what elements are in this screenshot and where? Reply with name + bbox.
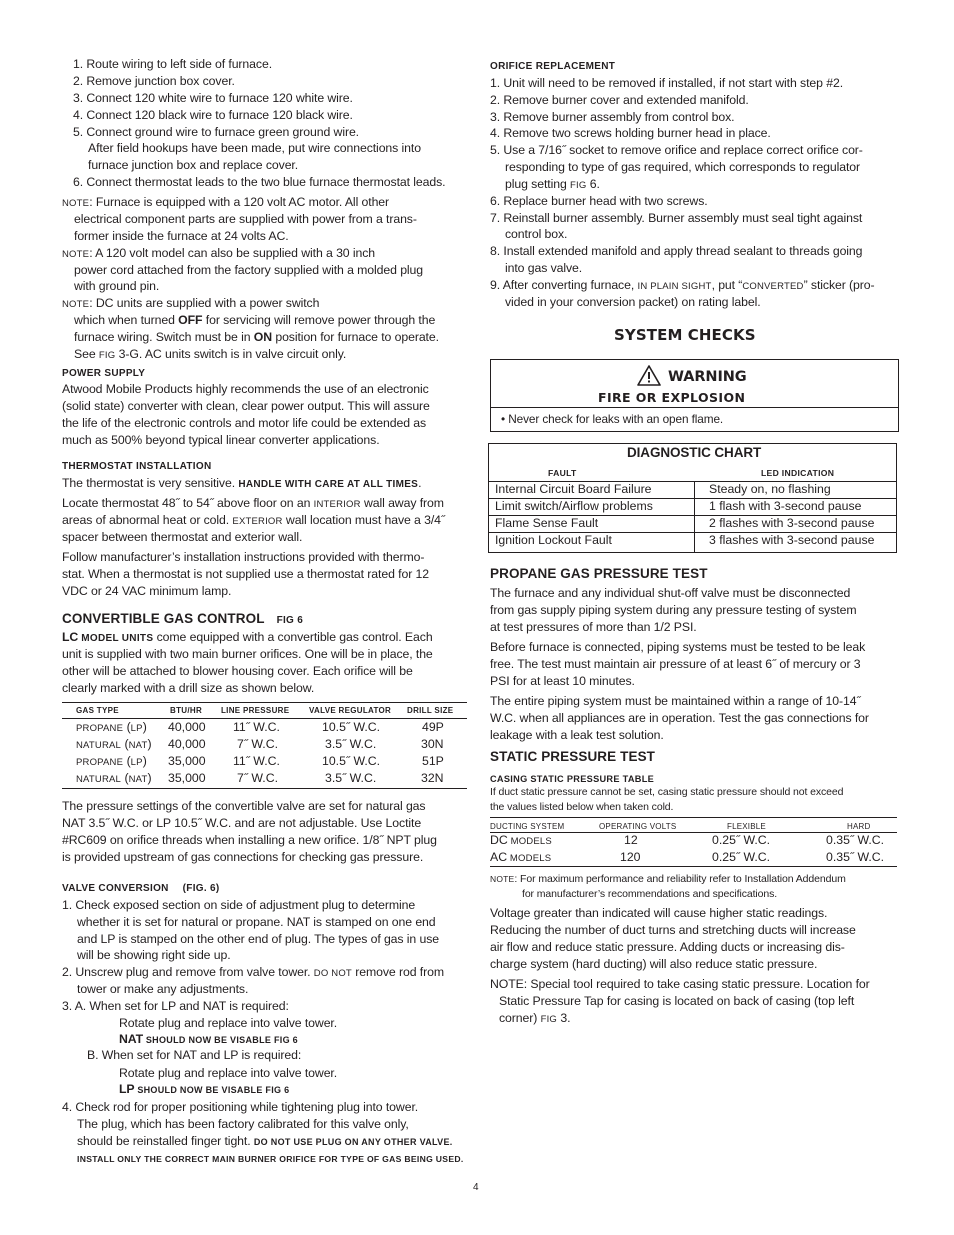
line-pressure-cell: 11˝ W.C. [233, 754, 280, 768]
valve-step: will be showing right side up. [77, 948, 231, 962]
casing-table-heading: CASING STATIC PRESSURE TABLE [490, 774, 655, 784]
valve-step: 2. Unscrew plug and remove from valve tower. DO NOT remove rod from [62, 965, 444, 979]
pressure-settings-text: is provided upstream of gas connections for checking gas pressure. [62, 850, 424, 864]
wiring-step: 5. Connect ground wire to furnace green ground wire. [73, 125, 359, 139]
orifice-step: 2. Remove burner cover and extended manifold. [490, 93, 749, 107]
ducting-cell: DC MODELS [490, 833, 552, 847]
warning-divider [491, 407, 898, 408]
note-text: electrical component parts are supplied with power from a trans- [74, 212, 417, 226]
ducting-cell: AC MODELS [490, 850, 552, 864]
warning-title: WARNING [668, 369, 747, 385]
static-test-heading: STATIC PRESSURE TEST [490, 749, 656, 764]
diagnostic-chart [488, 443, 897, 553]
table-header: LINE PRESSURE [221, 706, 290, 715]
warning-text: • Never check for leaks with an open flame. [501, 412, 724, 426]
valve-step: and LP is stamped on the other end of plug. The types of gas in use [77, 932, 440, 946]
valve-step: Rotate plug and replace into valve tower. [119, 1016, 338, 1030]
table-header: DRILL SIZE [407, 706, 454, 715]
wiring-step: 2. Remove junction box cover. [73, 74, 235, 88]
valve-step: 3. A. When set for LP and NAT is required: [62, 999, 289, 1013]
orifice-heading: ORIFICE REPLACEMENT [490, 61, 616, 72]
regulator-cell: 3.5˝ W.C. [325, 771, 377, 785]
special-tool-note: NOTE: Special tool required to take casing static pressure. Location for [490, 977, 870, 991]
thermostat-heading: THERMOSTAT INSTALLATION [62, 461, 212, 472]
thermostat-text: The thermostat is very sensitive. HANDLE WITH CARE AT ALL TIMES. [62, 476, 422, 490]
page-number: 4 [473, 1182, 479, 1193]
wiring-step: 6. Connect thermostat leads to the two blue furnace thermostat leads. [73, 175, 446, 189]
convertible-gas-control-heading: CONVERTIBLE GAS CONTROL FIG 6 [62, 611, 304, 626]
wiring-step: 4. Connect 120 black wire to furnace 120 black wire. [73, 108, 353, 122]
warning-subtitle: FIRE OR EXPLOSION [598, 390, 746, 405]
diagnostic-led-cell: 2 flashes with 3-second pause [709, 516, 875, 530]
note-120v-model: NOTE: A 120 volt model can also be supplied with a 30 inch [62, 246, 376, 260]
pressure-settings-text: NAT 3.5˝ W.C. or LP 10.5˝ W.C. and are not adjustable. Use Loctite [62, 816, 422, 830]
propane-test-text: leakage with a leak test solution. [490, 728, 664, 742]
orifice-step: 3. Remove burner assembly from control box. [490, 110, 735, 124]
diagnostic-fault-cell: Flame Sense Fault [495, 516, 599, 530]
note-text: See FIG 3-G. AC units switch is in valve circuit only. [74, 347, 347, 361]
orifice-step: responding to type of gas required, which corresponds to regulator [505, 160, 861, 174]
propane-test-text: PSI for at least 10 minutes. [490, 674, 635, 688]
system-checks-heading: SYSTEM CHECKS [614, 326, 756, 344]
propane-test-text: The entire piping system must be maintained within a range of 10-14˝ [490, 694, 861, 708]
volts-cell: 12 [624, 833, 638, 847]
thermostat-text: stat. When a thermostat is not supplied use a thermostat rated for 12 [62, 567, 429, 581]
valve-conversion-heading: VALVE CONVERSION (FIG. 6) [62, 883, 220, 894]
note-text: former inside the furnace at 24 volts AC. [74, 229, 289, 243]
propane-test-text: Before furnace is connected, piping systems must be tested to be leak [490, 640, 866, 654]
btu-cell: 40,000 [168, 720, 206, 734]
valve-step: INSTALL ONLY THE CORRECT MAIN BURNER ORIFICE FOR TYPE OF GAS BEING USED. [77, 1154, 464, 1164]
gas-type-cell: NATURAL (NAT) [76, 737, 152, 751]
note-text: power cord attached from the factory supplied with a molded plug [74, 263, 424, 277]
orifice-step: control box. [505, 227, 568, 241]
convertible-text: unit is supplied with two main burner orifices. One will be in place, the [62, 647, 433, 661]
special-tool-note: Static Pressure Tap for casing is located on back of casing (top left [499, 994, 855, 1008]
valve-step: The plug, which has been factory calibrated for this valve only, [77, 1117, 409, 1131]
gas-type-cell: NATURAL (NAT) [76, 771, 152, 785]
thermostat-text: Follow manufacturer’s installation instructions provided with thermo- [62, 550, 425, 564]
convertible-text: clearly marked with a drill size as shown below. [62, 681, 315, 695]
hard-cell: 0.35˝ W.C. [826, 833, 885, 847]
voltage-text: charge system (hard ducting) will also reduce static pressure. [490, 957, 818, 971]
table-rule [62, 702, 467, 703]
orifice-step: 7. Reinstall burner assembly. Burner assembly must seal tight against [490, 211, 863, 225]
orifice-step: into gas valve. [505, 261, 583, 275]
line-pressure-cell: 11˝ W.C. [233, 720, 280, 734]
flexible-cell: 0.25˝ W.C. [712, 833, 771, 847]
table-header: GAS TYPE [76, 706, 119, 715]
diagnostic-led-cell: 3 flashes with 3-second pause [709, 533, 875, 547]
table-rule [62, 718, 467, 719]
power-supply-heading: POWER SUPPLY [62, 368, 146, 379]
valve-step: tower or make any adjustments. [77, 982, 249, 996]
diagnostic-title: DIAGNOSTIC CHART [627, 445, 762, 460]
valve-step: should be reinstalled finger tight. DO NOT USE PLUG ON ANY OTHER VALVE. [77, 1134, 453, 1148]
static-note: for manufacturer’s recommendations and specifications. [522, 888, 778, 900]
warning-triangle-icon [637, 365, 661, 386]
note-text: furnace wiring. Switch must be in ON position for furnace to operate. [74, 330, 439, 344]
wiring-step: furnace junction box and replace cover. [88, 158, 299, 172]
valve-step-note: LP SHOULD NOW BE VISABLE FIG 6 [119, 1082, 290, 1096]
power-supply-text: Atwood Mobile Products highly recommends the use of an electronic [62, 382, 429, 396]
line-pressure-cell: 7˝ W.C. [237, 737, 278, 751]
btu-cell: 40,000 [168, 737, 206, 751]
wiring-step: 3. Connect 120 white wire to furnace 120 white wire. [73, 91, 353, 105]
table-header: DUCTING SYSTEM [490, 822, 565, 831]
line-pressure-cell: 7˝ W.C. [237, 771, 278, 785]
power-supply-text: much as 500% beyond typical linear converter applications. [62, 433, 380, 447]
orifice-step: 1. Unit will need to be removed if installed, if not start with step #2. [490, 76, 844, 90]
btu-cell: 35,000 [168, 754, 206, 768]
orifice-step: 6. Replace burner head with two screws. [490, 194, 708, 208]
drill-size-cell: 30N [421, 737, 444, 751]
thermostat-text: VDC or 24 VAC minimum lamp. [62, 584, 232, 598]
diagnostic-fault-cell: Limit switch/Airflow problems [495, 499, 653, 513]
orifice-step: 9. After converting furnace, IN PLAIN SIGHT, put “CONVERTED” sticker (pro- [490, 278, 875, 292]
special-tool-note: corner) FIG 3. [499, 1011, 571, 1025]
regulator-cell: 10.5˝ W.C. [322, 754, 381, 768]
propane-test-text: at test pressures of more than 1/2 PSI. [490, 620, 697, 634]
drill-size-cell: 49P [422, 720, 444, 734]
valve-step: whether it is set for natural or propane. NAT is stamped on one end [77, 915, 436, 929]
static-test-text: If duct static pressure cannot be set, casing static pressure should not exceed [490, 786, 844, 798]
valve-step: 1. Check exposed section on side of adjustment plug to determine [62, 898, 416, 912]
voltage-text: air flow and reduce static pressure. Adding ducts or increasing dis- [490, 940, 845, 954]
orifice-step: plug setting FIG 6. [505, 177, 600, 191]
regulator-cell: 10.5˝ W.C. [322, 720, 381, 734]
note-text: which when turned OFF for servicing will remove power through the [74, 313, 436, 327]
propane-test-text: W.C. when all appliances are in operation. Test the gas connections for [490, 711, 869, 725]
table-rule [62, 788, 467, 789]
static-test-text: the values listed below when taken cold. [490, 801, 674, 813]
note-text: with ground pin. [74, 279, 160, 293]
valve-step: B. When set for NAT and LP is required: [87, 1048, 302, 1062]
power-supply-text: the life of the electronic controls and motor life could be extended as [62, 416, 427, 430]
diagnostic-header-led: LED INDICATION [761, 468, 835, 478]
convertible-text: LC MODEL UNITS come equipped with a convertible gas control. Each [62, 630, 433, 644]
diagnostic-fault-cell: Internal Circuit Board Failure [495, 482, 652, 496]
orifice-step: 5. Use a 7/16˝ socket to remove orifice and replace correct orifice cor- [490, 143, 863, 157]
flexible-cell: 0.25˝ W.C. [712, 850, 771, 864]
wiring-step: 1. Route wiring to left side of furnace. [73, 57, 273, 71]
propane-test-text: The furnace and any individual shut-off valve must be disconnected [490, 586, 851, 600]
propane-test-heading: PROPANE GAS PRESSURE TEST [490, 566, 708, 581]
table-header: OPERATING VOLTS [599, 822, 677, 831]
voltage-text: Reducing the number of duct turns and stretching ducts will increase [490, 923, 856, 937]
table-header: FLEXIBLE [727, 822, 766, 831]
diagnostic-fault-cell: Ignition Lockout Fault [495, 533, 612, 547]
thermostat-text: Locate thermostat 48˝ to 54˝ above floor on an INTERIOR wall away from [62, 496, 444, 510]
diagnostic-led-cell: 1 flash with 3-second pause [709, 499, 862, 513]
valve-step: 4. Check rod for proper positioning while tightening plug into tower. [62, 1100, 419, 1114]
orifice-step: 4. Remove two screws holding burner head in place. [490, 126, 771, 140]
warning-box [490, 359, 899, 432]
table-rule [490, 817, 897, 818]
note-furnace-motor: NOTE: Furnace is equipped with a 120 volt AC motor. All other [62, 195, 390, 209]
table-header: BTU/HR [170, 706, 203, 715]
volts-cell: 120 [620, 850, 641, 864]
valve-step: Rotate plug and replace into valve tower. [119, 1066, 338, 1080]
thermostat-text: areas of abnormal heat or cold. EXTERIOR wall location must have a 3/4˝ [62, 513, 445, 527]
pressure-settings-text: The pressure settings of the convertible valve are set for natural gas [62, 799, 426, 813]
note-dc-switch: NOTE: DC units are supplied with a power switch [62, 296, 320, 310]
diagnostic-header-fault: FAULT [548, 468, 577, 478]
valve-step-note: NAT SHOULD NOW BE VISABLE FIG 6 [119, 1032, 298, 1046]
regulator-cell: 3.5˝ W.C. [325, 737, 377, 751]
thermostat-text: spacer between thermostat and exterior wall. [62, 530, 303, 544]
propane-test-text: from gas supply piping system during any pressure testing of system [490, 603, 857, 617]
btu-cell: 35,000 [168, 771, 206, 785]
power-supply-text: (solid state) converter with clean, clear power output. This will assure [62, 399, 430, 413]
hard-cell: 0.35˝ W.C. [826, 850, 885, 864]
orifice-step: vided in your conversion packet) on rating label. [505, 295, 761, 309]
voltage-text: Voltage greater than indicated will cause higher static readings. [490, 906, 828, 920]
table-header: HARD [847, 822, 871, 831]
table-rule [490, 866, 897, 867]
drill-size-cell: 32N [421, 771, 444, 785]
convertible-text: other will be attached to blower housing cover. Each orifice will be [62, 664, 413, 678]
table-divider [694, 481, 695, 552]
table-header: VALVE REGULATOR [309, 706, 392, 715]
pressure-settings-text: #RC609 on orifice threads when installing a new orifice. 1/8˝ NPT plug [62, 833, 437, 847]
gas-type-cell: PROPANE (LP) [76, 754, 147, 768]
diagnostic-led-cell: Steady on, no flashing [709, 482, 831, 496]
static-note: NOTE: For maximum performance and reliability refer to Installation Addendum [490, 873, 846, 885]
gas-type-cell: PROPANE (LP) [76, 720, 147, 734]
propane-test-text: free. The test must maintain air pressure of at least 6˝ of mercury or 3 [490, 657, 861, 671]
wiring-step: After field hookups have been made, put wire connections into [88, 141, 421, 155]
orifice-step: 8. Install extended manifold and apply thread sealant to threads going [490, 244, 863, 258]
drill-size-cell: 51P [422, 754, 444, 768]
